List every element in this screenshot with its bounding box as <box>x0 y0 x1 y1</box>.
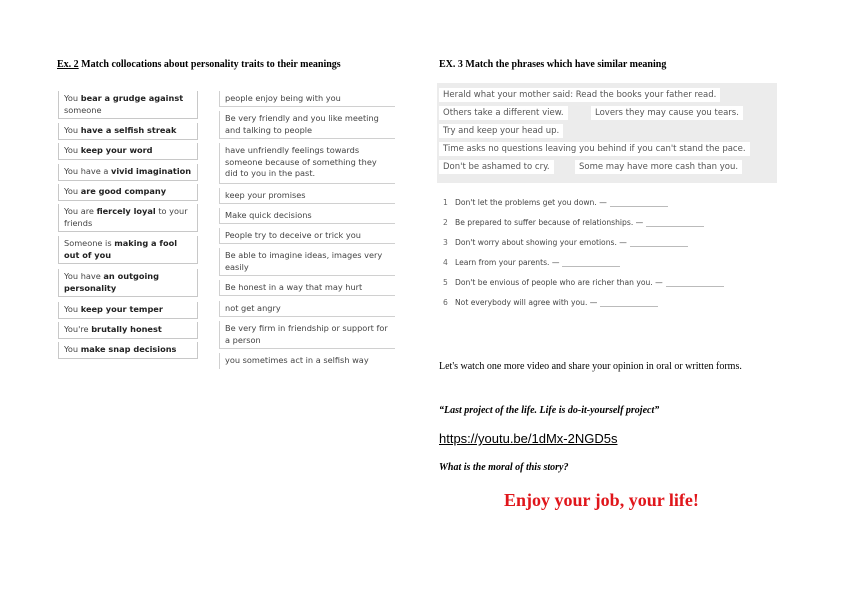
collocation-item[interactable]: You have an outgoing personality <box>58 269 198 297</box>
ex2-title: Match collocations about personality traits to their meanings <box>81 59 341 70</box>
meaning-item[interactable]: people enjoy being with you <box>219 91 395 107</box>
ex3-title: Match the phrases which have similar meaning <box>465 59 667 70</box>
meaning-item[interactable]: Be able to imagine ideas, images very easily <box>219 248 395 276</box>
video-link[interactable]: https://youtu.be/1dMx-2NGD5s <box>439 431 618 446</box>
collocation-item[interactable]: Someone is making a fool out of you <box>58 236 198 264</box>
ex2-number: Ex. 2 <box>57 59 79 70</box>
collocation-item[interactable]: You are fiercely loyal to your friends <box>58 204 198 232</box>
collocation-item[interactable]: You bear a grudge against someone <box>58 91 198 119</box>
sentence-item: 3 Don't worry about showing your emotions. — <box>443 238 688 247</box>
meaning-item[interactable]: Be very firm in friendship or support for a person <box>219 321 395 349</box>
collocation-item[interactable]: You have a vivid imagination <box>58 164 198 181</box>
video-intro: Let's watch one more video and share your opinion in oral or written forms. <box>439 361 742 372</box>
phrase-chip[interactable]: Time asks no questions leaving you behind if you can't stand the pace. <box>439 142 750 156</box>
answer-blank[interactable] <box>646 226 704 227</box>
collocation-item[interactable]: You keep your word <box>58 143 198 160</box>
phrase-chip[interactable]: Lovers they may cause you tears. <box>591 106 743 120</box>
meaning-item[interactable]: you sometimes act in a selfish way <box>219 353 395 369</box>
moral-question: What is the moral of this story? <box>439 462 569 473</box>
sentence-item: 6 Not everybody will agree with you. — <box>443 298 658 307</box>
phrase-chip[interactable]: Some may have more cash than you. <box>575 160 742 174</box>
answer-blank[interactable] <box>562 266 620 267</box>
answer-blank[interactable] <box>600 306 658 307</box>
ex2-heading <box>57 59 341 70</box>
meaning-item[interactable]: keep your promises <box>219 188 395 204</box>
slogan: Enjoy your job, your life! <box>504 490 699 510</box>
meaning-item[interactable]: have unfriendly feelings towards someone because of something they did to you in the past. <box>219 143 395 184</box>
ex3-number: EX. 3 <box>439 59 463 70</box>
phrase-chip[interactable]: Others take a different view. <box>439 106 568 120</box>
collocation-item[interactable]: You have a selfish streak <box>58 123 198 140</box>
collocation-item[interactable]: You're brutally honest <box>58 322 198 339</box>
meaning-item[interactable]: Make quick decisions <box>219 208 395 224</box>
meaning-item[interactable]: Be very friendly and you like meeting and talking to people <box>219 111 395 139</box>
phrase-chip[interactable]: Don't be ashamed to cry. <box>439 160 554 174</box>
meaning-item[interactable]: not get angry <box>219 301 395 317</box>
collocation-item[interactable]: You are good company <box>58 184 198 201</box>
phrase-chip[interactable]: Herald what your mother said: Read the books your father read. <box>439 88 720 102</box>
answer-blank[interactable] <box>666 286 724 287</box>
collocation-item[interactable]: You keep your temper <box>58 302 198 319</box>
sentence-item: 1 Don't let the problems get you down. — <box>443 198 668 207</box>
sentence-item: 5 Don't be envious of people who are richer than you. — <box>443 278 724 287</box>
collocation-item[interactable]: You make snap decisions <box>58 342 198 359</box>
video-quote: “Last project of the life. Life is do-it-yourself project” <box>439 405 660 416</box>
sentence-item: 2 Be prepared to suffer because of relationships. — <box>443 218 704 227</box>
ex3-heading <box>439 59 666 70</box>
meaning-item[interactable]: Be honest in a way that may hurt <box>219 280 395 296</box>
answer-blank[interactable] <box>630 246 688 247</box>
answer-blank[interactable] <box>610 206 668 207</box>
phrase-chip[interactable]: Try and keep your head up. <box>439 124 563 138</box>
meaning-item[interactable]: People try to deceive or trick you <box>219 228 395 244</box>
sentence-item: 4 Learn from your parents. — <box>443 258 620 267</box>
